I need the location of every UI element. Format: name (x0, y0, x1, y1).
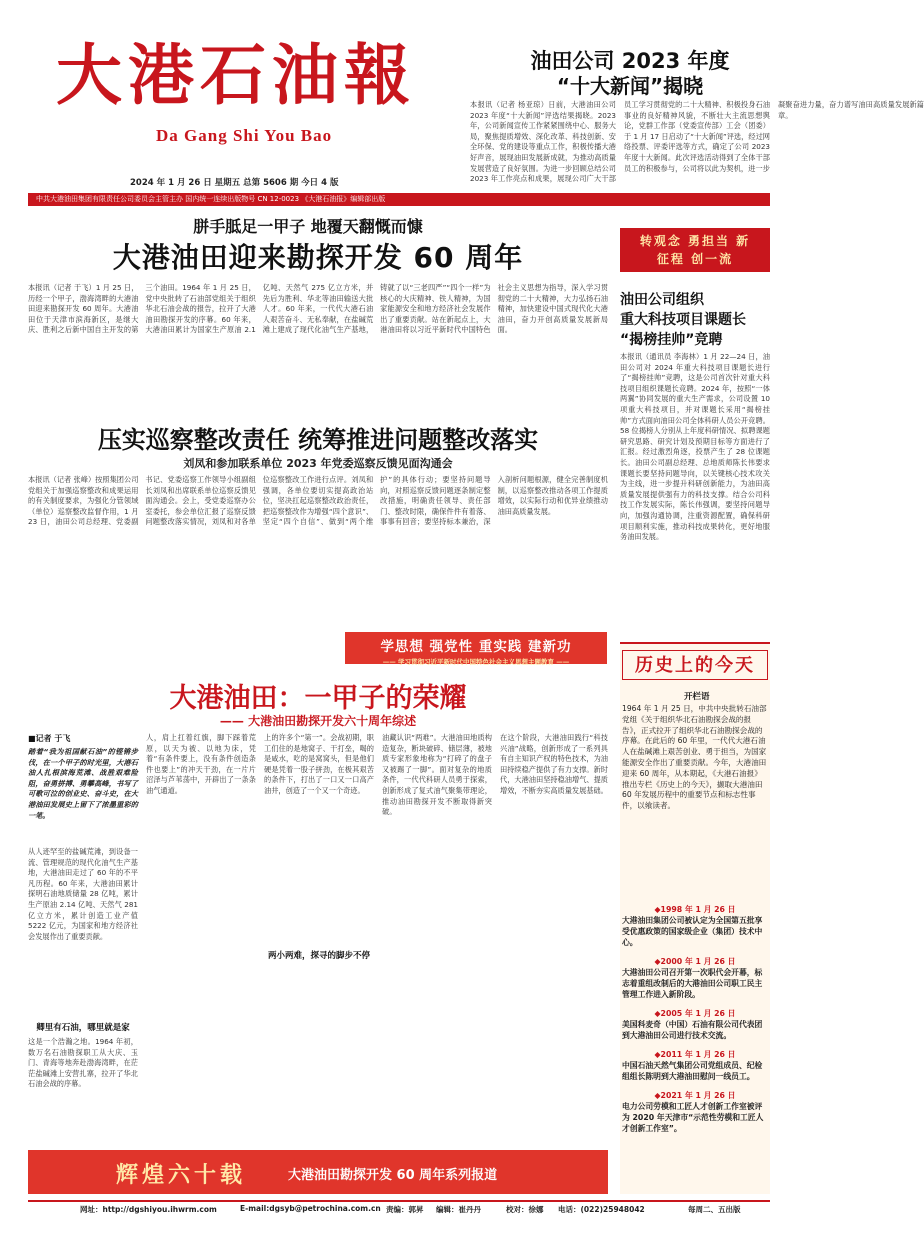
footer (28, 1204, 770, 1218)
footer-editor: 编辑：崔丹丹 (436, 1205, 481, 1214)
footer-rule (28, 1200, 770, 1202)
award-title-2: 重大科技项目课题长 (620, 312, 746, 328)
story-glory-col4: 油藏认识“两难”。大港油田地质构造复杂，断块破碎、储层薄，被地质专家形象地称为“打碎了的盘子又被踢了一脚”。面对复杂的地质条件，一代代科研人员勇于探索，创新形成了复式油气聚集带理论，推动油田勘探开发不断取得新突破。 (382, 733, 492, 817)
story-patrol-title: 压实巡察整改责任 统筹推进问题整改落实 (97, 426, 539, 454)
footer-email: E-mail:dgsyb@petrochina.com.cn (240, 1204, 381, 1213)
masthead (28, 28, 448, 196)
banner-study-text: 学思想 强党性 重实践 建新功 (380, 639, 572, 655)
story-glory-col1-text: 从人迹罕至的盐碱荒滩，到设备一流、管理规范的现代化油气生产基地，大港油田走过了 60 年的不平凡历程。60 年来，大港油田累计探明石油地质储量 28 亿吨，累计生产原油 2.14 亿吨、天然气 281 亿立方米，累计创造工业产值 5222 亿元，为国家和地方经济社会发展作出了重要贡献。 (28, 847, 138, 941)
story-glory-col5-text: 在这个阶段，大港油田践行“科技兴油”战略，创新形成了一系列具有自主知识产权的特色技术，为油田持续稳产提供了有力支撑。新时代，大港油田坚持稳油增气、提质增效，不断夯实高质量发展基础。 (500, 733, 608, 795)
story-glory-sub1: 卿里有石油，哪里就是家 (36, 1023, 130, 1033)
banner-study (345, 632, 607, 664)
history-item-date: ◆2005 年 1 月 26 日 (654, 1009, 736, 1018)
history-item-date: ◆2000 年 1 月 26 日 (654, 957, 736, 966)
story-patrol-body: 本报讯（记者 张峰）按照集团公司党组关于加强巡察整改和成果运用的有关制度要求，为强化分管领域（单位）巡察整改监督作用，1 月 23 日，油田公司总经理、党委副书记、党委巡察工作领导小组副组长刘凤和出席联系单位巡察反馈见面沟通会。会上，受党委巡察办公室委托，参会单位汇报了巡察反馈问题整改落实情况，刘凤和对各单位巡察整改工作进行点评。刘凤和强调，各单位要切实提高政治站位，坚决扛起巡察整改政治责任，把巡察整改作为增强“四个意识”、坚定“四个自信”、做到“两个维护”的具体行动；要坚持问题导向，对照巡察反馈问题逐条制定整改措施，明确责任领导、责任部门、整改时限，确保件件有着落、事事有回音；要坚持标本兼治，深入剖析问题根源，健全完善制度机制，以巡察整改推动各项工作提质增效，以实际行动和优异业绩推动油田高质量发展。 (28, 475, 608, 527)
story-glory-col2: 人，肩上扛着红旗，脚下踩着荒原，以天为被、以地为床，凭着“有条件要上，没有条件创造条件也要上”的冲天干劲，在一片片沼泽与芦苇荡中，开辟出了一条条油气通道。 (146, 733, 256, 795)
footer-dept: 责编：郭昇 (386, 1205, 424, 1214)
history-items (622, 904, 768, 1142)
story-glory-byline: ■记者 于飞 (28, 734, 71, 743)
story-glory-col3-text: 上的许多个“第一”。会战初期，职工们住的是地窝子、干打垒，喝的是咸水，吃的是窝窝头，但是他们硬是凭着一股子拼劲，在极其艰苦的条件下，打出了一口又一口高产油井，创造了一个又一个奇迹。 (264, 733, 374, 795)
sidebar-slogan-box (620, 228, 770, 272)
masthead-pinyin: Da Gang Shi You Bao (156, 126, 333, 145)
award-title-3: “揭榜挂帅”竞聘 (620, 332, 723, 348)
story-glory-lead: 踏着“我为祖国献石油”的铿锵步伐，在一个甲子的时光里，大港石油人扎根滨海荒滩、战胜艰难险阻，奋勇拼搏、勇攀高峰，书写了可歌可泣的创业史、奋斗史，在大港油田发展史上留下了浓墨重彩的一笔。 (28, 747, 138, 820)
history-item (622, 904, 768, 948)
story-glory-subtitle: —— 大港油田勘探开发六十周年综述 (219, 714, 417, 728)
history-intro-title: 开栏语 (684, 692, 710, 702)
history-item (622, 1008, 768, 1041)
banner-60-text: 辉煌六十载 (116, 1163, 247, 1188)
story-60y-kicker: 胼手胝足一甲子 地覆天翻慨而慷 (193, 217, 423, 236)
top-story-title-1: 油田公司 2023 年度 (530, 49, 730, 73)
history-box (620, 642, 770, 1194)
award-title-1: 油田公司组织 (620, 292, 704, 308)
footer-pub: 每周二、五出版 (688, 1205, 741, 1214)
top-story-body: 本报讯（记者 杨亚琼）日前，大港油田公司 2023 年度“十大新闻”评选结果揭晓。2023 年，公司新闻宣传工作紧紧围绕中心、服务大局，聚焦提质增效、深化改革、科技创新、安全环保、党的建设等重点工作，积极传播大港好声音，展现油田发展新成就，为推动高质量发展营造了良好氛围。为进一步回顾总结公司 2023 年工作亮点和成果，展现公司广大干部员工学习贯彻党的二十大精神、积极投身石油事业的良好精神风貌，不断壮大主流思想舆论，党群工作部（党委宣传部）工会（团委）于 1 月 17 日启动了“十大新闻”评选，经过网络投票、评委评选等方式，确定了公司 2023 年度十大新闻。此次评选活动得到了全体干部员工的积极参与，公司将以此为契机，进一步凝聚奋进力量，奋力谱写油田高质量发展新篇章。 (470, 100, 924, 184)
banner-60 (28, 1150, 608, 1194)
story-patrol-subtitle: 刘凤和参加联系单位 2023 年党委巡察反馈见面沟通会 (183, 457, 453, 470)
masthead-title: 大港石油報 (56, 36, 416, 114)
history-item (622, 956, 768, 1000)
story-glory-col1b-text: 这是一个浩瀚之地。1964 年初，数万名石油勘探职工从大庆、玉门、青海等地奔赴渤海湾畔，在茫茫盐碱滩上安营扎寨，拉开了华北石油会战的序幕。 (28, 1037, 138, 1089)
footer-proof: 校对：徐娜 (506, 1205, 544, 1214)
history-item (622, 1090, 768, 1134)
sidebar-slogan: 转观念 勇担当 新征程 创一流 (639, 234, 751, 266)
history-item-text: 中国石油天然气集团公司党组成员、纪检组组长陈明到大港油田慰问一线员工。 (622, 1061, 763, 1081)
history-item (622, 1049, 768, 1082)
footer-website: 网址：http://dgshiyou.ihwrm.com (80, 1205, 217, 1214)
history-item-date: ◆2011 年 1 月 26 日 (654, 1050, 736, 1059)
history-item-text: 大港油田公司召开第一次职代会开幕，标志着重组改制后的大港油田公司职工民主管理工作进入新阶段。 (622, 968, 763, 999)
history-item-text: 电力公司劳模和工匠人才创新工作室被评为 2020 年天津市“示范性劳模和工匠人才创新工作室”。 (622, 1102, 764, 1133)
top-story-title-2: “十大新闻”揭晓 (556, 74, 704, 98)
banner-60-sub: 大港油田勘探开发 60 周年系列报道 (288, 1168, 498, 1183)
info-bar: 中共大港油田集团有限责任公司委员会主管主办 国内统一连续出版物号 CN 12-0023 《大港石油报》编辑部出版 (28, 193, 770, 206)
footer-phone: 电话：(022)25948042 (558, 1205, 645, 1214)
story-glory-col1 (28, 733, 138, 1193)
banner-study-sub: —— 学习贯彻习近平新时代中国特色社会主义思想主题教育 —— (382, 658, 570, 666)
story-60y-title: 大港油田迎来勘探开发 60 周年 (112, 241, 524, 274)
history-title: 历史上的今天 (622, 650, 768, 680)
story-60y-body: 本报讯（记者 于飞）1 月 25 日，历经一个甲子，渤海湾畔的大港油田迎来勘探开发 60 周年。大港油田位于天津市滨海新区，是继大庆、胜利之后新中国自主开发的第三个油田。1964 年 1 月 25 日，党中央批转了石油部党组关于组织华北石油会战的报告，拉开了大港油田勘探开发的序幕。60 年来，大港油田累计为国家生产原油 2.1 亿吨、天然气 275 亿立方米，并先后为胜利、华北等油田输送大批人才。60 年来，一代代大港石油人艰苦奋斗、无私奉献，在盐碱荒滩上建成了现代化油气生产基地，铸就了以“三老四严”“四个一样”为核心的大庆精神、铁人精神，为国家能源安全和地方经济社会发展作出了重要贡献。站在新起点上，大港油田将以习近平新时代中国特色社会主义思想为指导，深入学习贯彻党的二十大精神，大力弘扬石油精神，加快建设中国式现代化大港油田，奋力开创高质量发展新局面。 (28, 283, 608, 335)
story-glory-title: 大港油田：一甲子的荣耀 (169, 683, 467, 714)
history-item-date: ◆2021 年 1 月 26 日 (654, 1091, 736, 1100)
date-line: 2024 年 1 月 26 日 星期五 总第 5606 期 今日 4 版 (130, 178, 339, 188)
story-glory-col3 (264, 733, 374, 1193)
history-item-text: 美国科麦奇（中国）石油有限公司代表团到大港油田公司进行技术交流。 (622, 1020, 763, 1040)
history-item-text: 大港油田集团公司被认定为全国第五批享受优惠政策的国家级企业（集团）技术中心。 (622, 916, 763, 947)
award-body: 本报讯（通讯员 李海林）1 月 22—24 日，油田公司对 2024 年重大科技项目课题长进行了“揭榜挂帅”竞聘，这是公司首次针对重大科技项目组织课题长竞聘。2024 年，按照“一体两翼”协同发展的重大生产需求，公司设置 10 项重大科技项目，并对课题长采用“揭榜挂帅”方式面向油田公司全体科研人员公开竞聘。58 位揭榜人分别从上年度科研情况、拟聘课题研究思路、研究计划及预期目标等方面进行了汇报。经过激烈角逐，投票产生了 28 位课题长。油田公司副总经理、总地质师陈长伟要求课题长要坚持问题导向，以关键核心技术攻关为主线，进一步提升科研创新能力，为油田高质量发展提供强有力的科技支撑。结合公司科技工作发展实际，陈长伟强调，要坚持问题导向，加强沟通协调，注重资源配置，确保科研项目顺利实施，推动科技成果转化，更好地服务油田发展。 (620, 352, 770, 542)
story-glory-col5 (500, 733, 608, 1193)
story-glory-sub2: 两小两难，探寻的脚步不停 (267, 951, 370, 961)
history-intro: 1964 年 1 月 25 日，中共中央批转石油部党组《关于组织华北石油勘探会战的报告》，正式拉开了组织华北石油勘探会战的序幕。在此后的 60 年里，一代代大港石油人在盐碱滩上艰苦创业、勇于担当，为国家能源安全作出了重要贡献。今年，大港油田迎来 60 周年，从本期起，《大港石油报》推出专栏《历史上的今天》，撷取大港油田 60 年发展历程中的重要节点和标志性事件，以飨读者。 (622, 704, 767, 811)
history-item-date: ◆1998 年 1 月 26 日 (654, 905, 736, 914)
